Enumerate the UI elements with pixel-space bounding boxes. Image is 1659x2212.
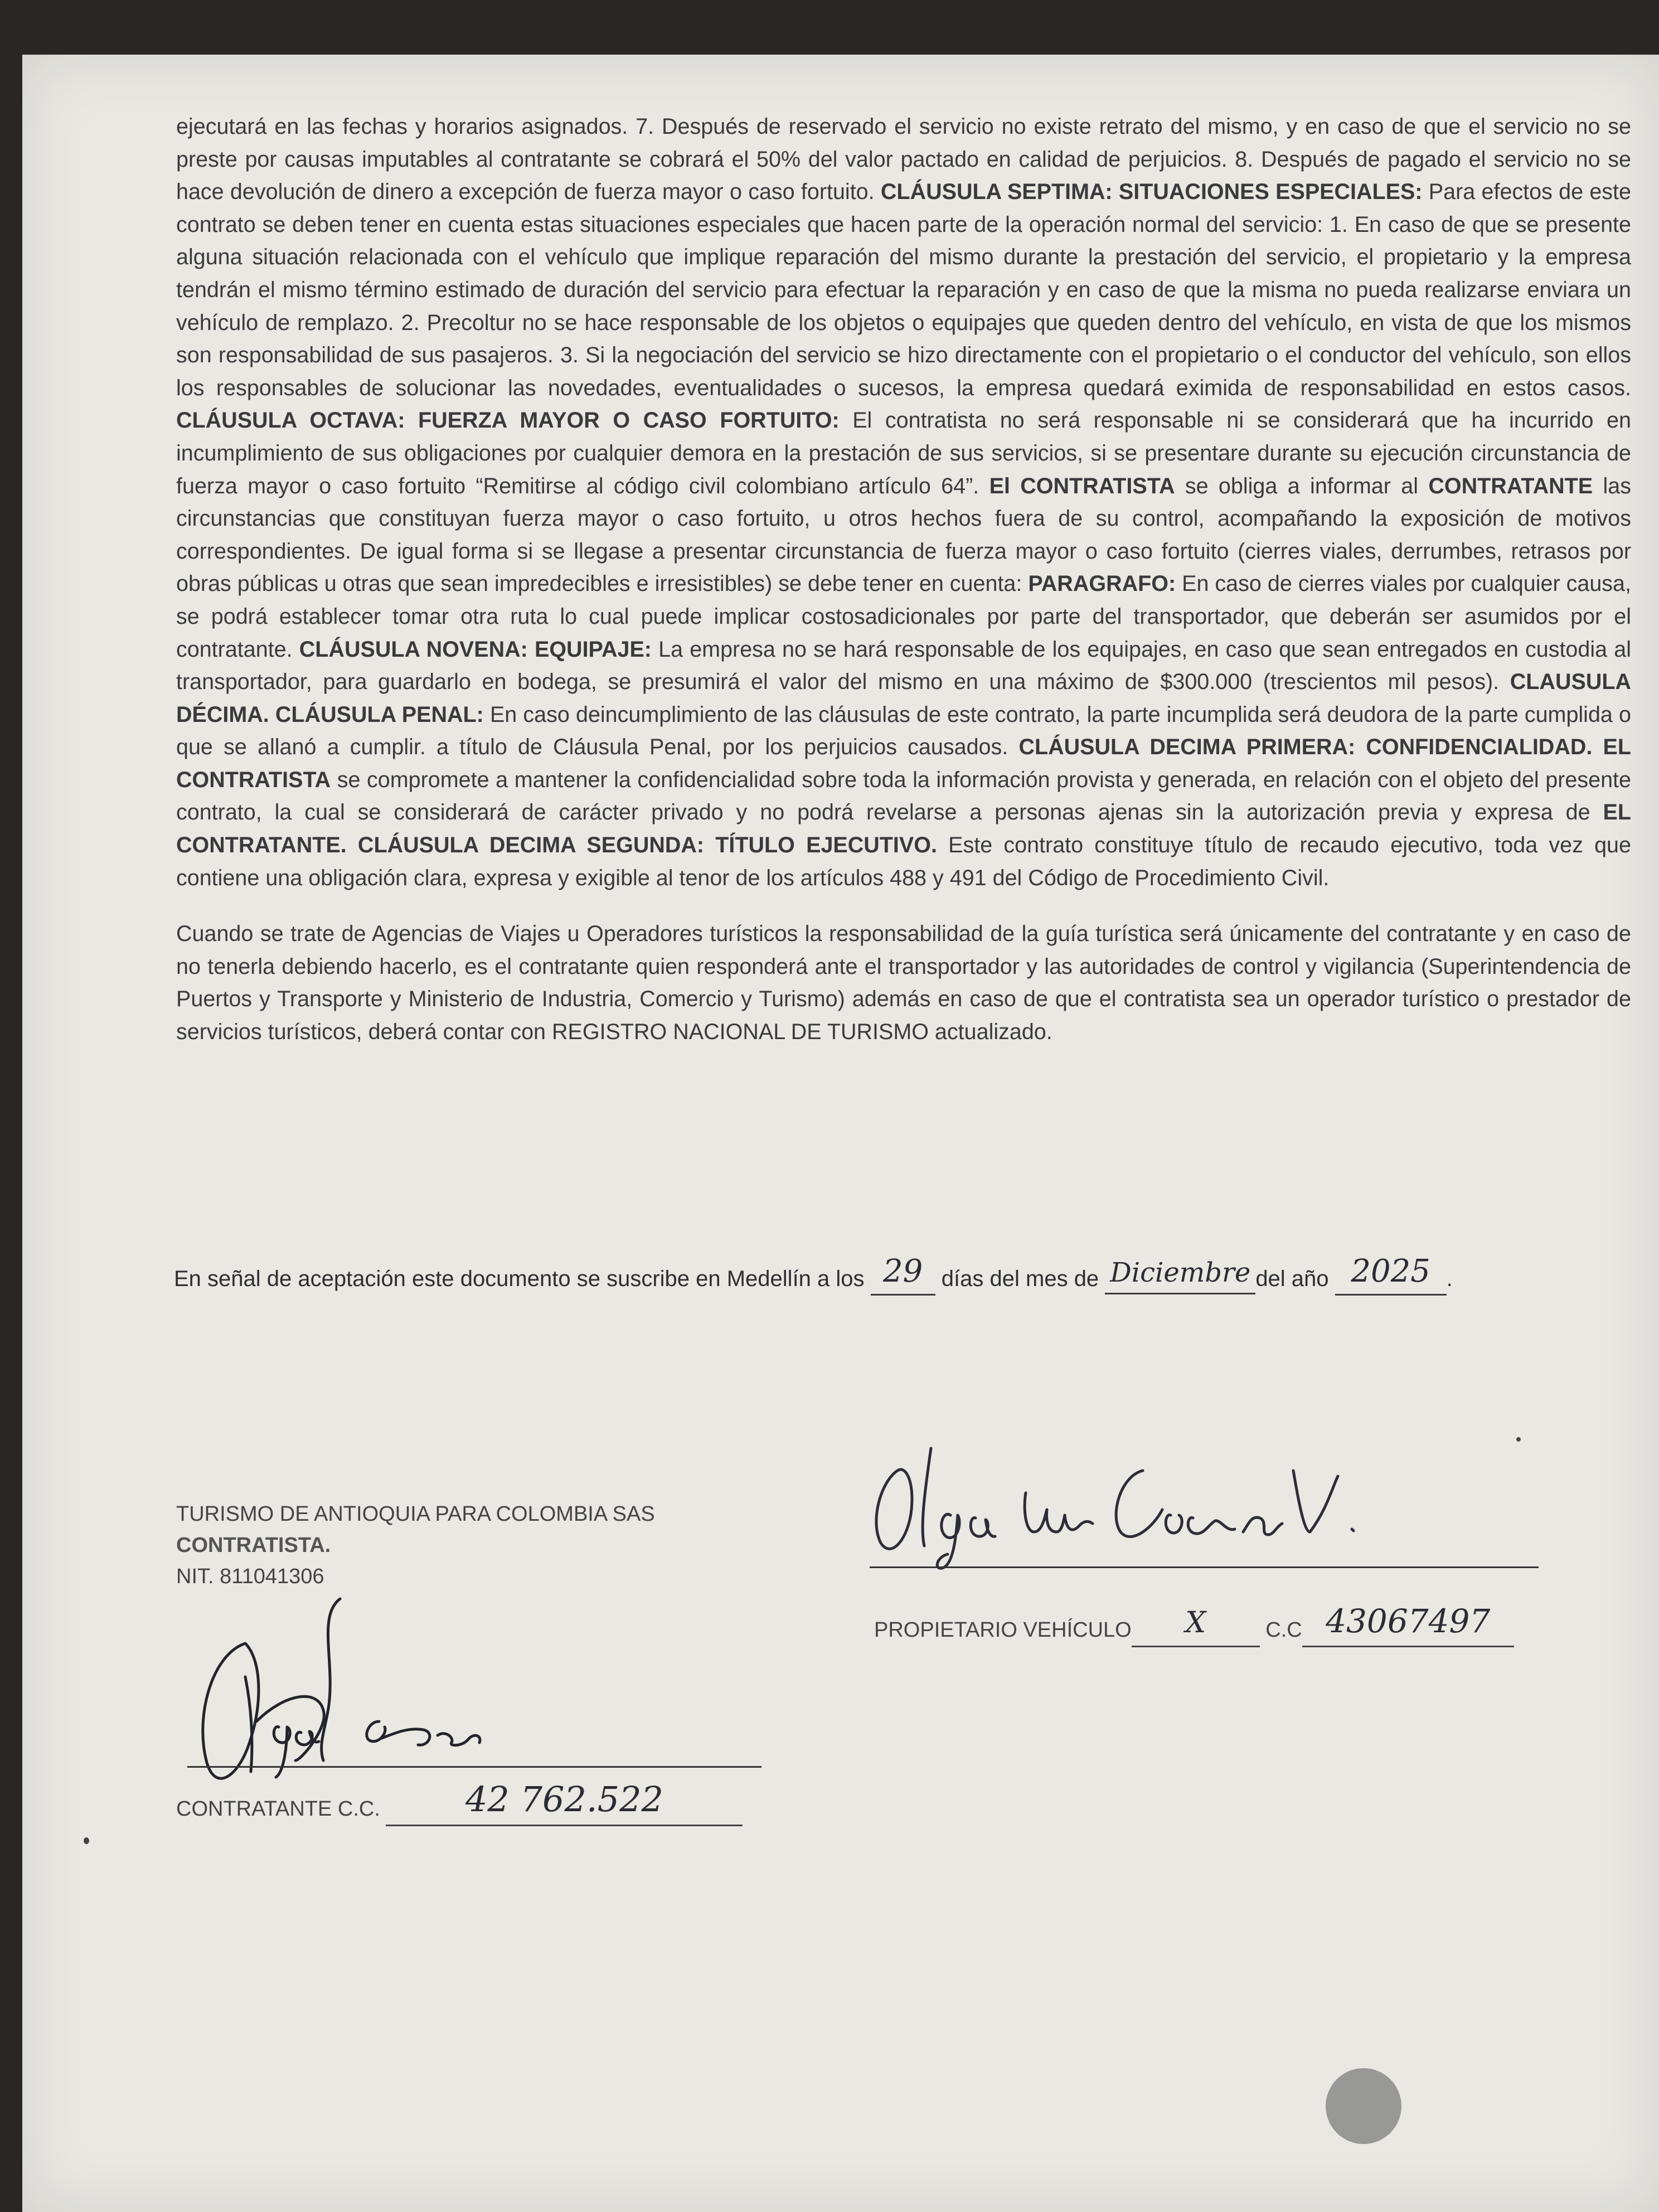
clause-text: La empresa no se hará responsable de los equipajes, en caso que sean entregados en custodia al transportador, para guardarlo en bodega, se presumirá el valor del mismo en una máximo de $300.000 (trescientos mil pesos).: [176, 637, 1631, 695]
clause-heading: CLÁUSULA OCTAVA: FUERZA MAYOR O CASO FORTUITO:: [176, 408, 840, 433]
owner-signature-line: [870, 1566, 1539, 1568]
contractor-block: [176, 1498, 655, 1592]
day-value: 29: [883, 1253, 923, 1289]
acceptance-text-2: días del mes de: [941, 1267, 1099, 1291]
acceptance-text-3: del año: [1255, 1267, 1329, 1291]
year-value: 2025: [1351, 1253, 1430, 1289]
clause-heading: CLAUSULA DÉCIMA. CLÁUSULA PENAL:: [176, 670, 1631, 727]
clause-heading: CONTRATANTE: [1428, 473, 1593, 498]
clause-heading: CLÁUSULA DECIMA PRIMERA: CONFIDENCIALIDAD. EL CONTRATISTA: [176, 735, 1632, 792]
owner-cc-field: [1302, 1602, 1514, 1647]
owner-cc: 43067497: [1326, 1602, 1491, 1640]
clause-text: El contratista no será responsable ni se considerará que ha incurrido en incumplimiento de sus obligaciones por cualquier demora en la prestación de sus servicios, si se presentare durante su ejecución circunstancia de fuerza mayor o caso fortuito “Remitirse al código civil colombiano artículo 64”.: [176, 408, 1631, 498]
acceptance-text-1: En señal de aceptación este documento se suscribe en Medellín a los: [174, 1267, 865, 1291]
contractor-role: CONTRATISTA.: [176, 1534, 331, 1557]
tourism-paragraph: Cuando se trate de Agencias de Viajes u Operadores turísticos la responsabilidad de la guía turística será únicamente del contratante y en caso de no tenerla debiendo hacerlo, es el contratante quien responderá ante el transportador y las autoridades de control y vigilancia (Superintendencia de Puertos y Transporte y Ministerio de Industria, Comercio y Turismo) además en caso de que el contratista sea un operador turístico o prestador de servicios turísticos, deberá contar con REGISTRO NACIONAL DE TURISMO actualizado.: [176, 921, 1631, 1045]
clause-heading: CLÁUSULA NOVENA: EQUIPAJE:: [299, 637, 652, 662]
clause-text: se compromete a mantener la confidencialidad sobre toda la información provista y generada, en relación con el objeto del presente contrato, la cual se considerará de carácter privado y no podrá revelarse a personas ajenas sin la autorización previa y expresa de: [176, 767, 1631, 825]
clause-text: las circunstancias que constituyan fuerza mayor o caso fortuito, u otros hechos fuera de su control, acompañando la exposición de motivos correspondientes. De igual forma si se llegase a presentar circunstancia de fuerza mayor o caso fortuito (cierres viales, derrumbes, retrasos por obras públicas u otras que sean impredecibles e irresistibles) se debe tener en cuenta:: [176, 473, 1631, 596]
ink-speck: [1516, 1437, 1521, 1442]
year-field: [1335, 1253, 1447, 1296]
clause-heading: CLÁUSULA SEPTIMA: SITUACIONES ESPECIALES:: [880, 180, 1423, 205]
stamp-logo: [1326, 2068, 1401, 2144]
contractor-company: TURISMO DE ANTIOQUIA PARA COLOMBIA SAS: [176, 1502, 655, 1526]
contratante-cc-field: [386, 1779, 743, 1826]
owner-cc-label: C.C: [1265, 1618, 1302, 1642]
contratante-label: CONTRATANTE C.C.: [176, 1797, 380, 1821]
document-page: [22, 55, 1659, 2212]
owner-mark-field: [1132, 1606, 1260, 1647]
clause-text: En caso de cierres viales por cualquier causa, se podrá establecer tomar otra ruta lo cual puede implicar costosadicionales por parte del transportador, que deberán ser asumidos por el contratante.: [176, 571, 1631, 662]
acceptance-end: .: [1446, 1267, 1453, 1291]
contractor-nit: NIT. 811041306: [176, 1565, 324, 1588]
contratante-cc: 42 762.522: [465, 1779, 663, 1820]
contract-body: [176, 110, 1631, 1049]
month-value: Diciembre: [1110, 1257, 1251, 1288]
month-field: [1105, 1257, 1255, 1294]
clause-text: Este contrato constituye título de recaudo ejecutivo, toda vez que contiene una obligación clara, expresa y exigible al tenor de los artículos 488 y 491 del Código de Procedimiento Civil.: [176, 833, 1631, 890]
acceptance-line: [174, 1253, 1568, 1296]
owner-mark: X: [1185, 1606, 1206, 1639]
owner-id-row: [874, 1602, 1514, 1647]
owner-signature: [858, 1426, 1416, 1571]
clause-text: ejecutará en las fechas y horarios asignados. 7. Después de reservado el servicio no existe retrato del mismo, y en caso de que el servicio no se preste por causas imputables al contratante se cobrará el 50% del valor pactado en calidad de perjuicios. 8. Después de pagado el servicio no se hace devolución de dinero a excepción de fuerza mayor o caso fortuito.: [176, 114, 1631, 205]
clauses-paragraph: [176, 110, 1631, 894]
contratante-signature-line: [187, 1766, 761, 1768]
clause-text: se obliga a informar al: [1175, 473, 1429, 498]
clause-text: Para efectos de este contrato se deben tener en cuenta estas situaciones especiales que hacen parte de la operación normal del servicio: 1. En caso de que se presente alguna situación relacionada con el vehículo que implique reparación del mismo durante la prestación del servicio, el propietario y la empresa tendrán el mismo término estimado de duración del servicio para efectuar la reparación y en caso de que la misma no pueda realizarse enviara un vehículo de remplazo. 2. Precoltur no se hace responsable de los objetos o equipajes que queden dentro del vehículo, en vista de que los mismos son responsabilidad de sus pasajeros. 3. Si la negociación del servicio se hizo directamente con el propietario o el conductor del vehículo, son ellos los responsables de solucionar las novedades, eventualidades o sucesos, la empresa quedará eximida de responsabilidad en estos casos.: [176, 180, 1631, 400]
owner-label: PROPIETARIO VEHÍCULO: [874, 1618, 1132, 1642]
day-field: [871, 1253, 935, 1296]
ink-speck: [84, 1837, 89, 1844]
clause-heading: EL CONTRATANTE. CLÁUSULA DECIMA SEGUNDA: TÍTULO EJECUTIVO.: [176, 800, 1631, 858]
contratante-id-row: [176, 1779, 743, 1826]
clause-text: En caso deincumplimiento de las cláusulas de este contrato, la parte incumplida será deudora de la parte cumplida o que se allanó a cumplir. a título de Cláusula Penal, por los perjuicios causados.: [176, 702, 1631, 760]
clause-heading: PARAGRAFO:: [1028, 571, 1176, 596]
clause-heading: El CONTRATISTA: [989, 473, 1175, 498]
